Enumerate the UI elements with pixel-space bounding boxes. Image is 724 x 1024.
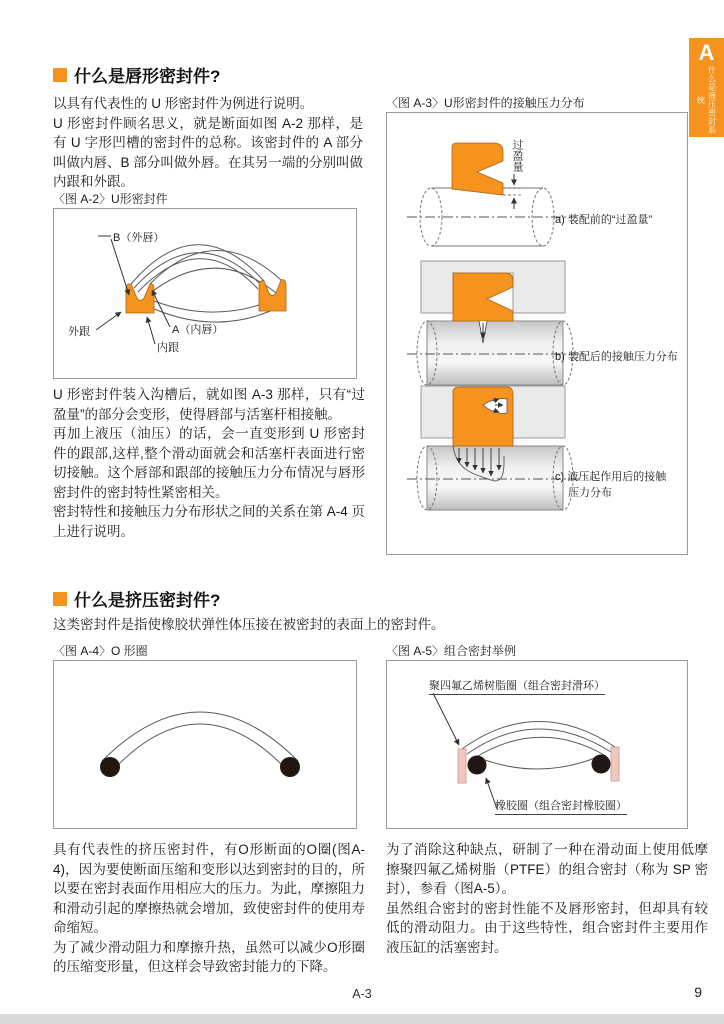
section2-intro — [53, 615, 703, 635]
fig-a2-label-inner-lip: A（内唇） — [172, 324, 224, 336]
paragraph: 以具有代表性的 U 形密封件为例进行说明。 — [53, 96, 314, 111]
fig-a3-label-c-line2: 压力分布 — [568, 487, 612, 499]
fig-a3-label-a: a) 装配前的“过盈量” — [555, 214, 653, 226]
section1-title: 什么是唇形密封件? — [74, 67, 221, 86]
right-cross-section — [259, 280, 286, 311]
subfig-c — [407, 386, 579, 510]
rubber-ring-section-left — [468, 756, 487, 775]
section2-heading — [53, 586, 220, 611]
paragraph: 密封特性和接触压力分布形状之间的关系在第 A-4 页上进行说明。 — [53, 504, 366, 539]
section2-right-column — [386, 840, 708, 957]
paragraph: 虽然组合密封的密封性能不及唇形密封，但却具有较低的滑动阻力。由于这些特性，组合密封件主要用作液压缸的活塞密封。 — [386, 900, 708, 955]
paragraph: U 形密封件装入沟槽后，就如图 A-3 那样，只有“过盈量”的部分会变形，使得唇部与活塞杆相接触。 — [53, 387, 365, 422]
section1-intro — [53, 94, 363, 192]
section-bullet-icon — [53, 592, 67, 606]
paragraph: U 形密封件顾名思义，就是断面如图 A-2 那样，是有 U 字形凹槽的密封件的总称。该密封件的 A 部分叫做内唇、B 部分叫做外唇。在其另一端的分别叫做内跟和外跟。 — [53, 115, 363, 189]
paragraph: 为了消除这种缺点，研制了一种在滑动面上使用低摩擦聚四氟乙烯树脂（PTFE）的组合密封（称为 SP 密封），参看（图A-5）。 — [386, 842, 708, 896]
o-ring-section-left — [100, 757, 120, 777]
u-seal-3d-drawing — [54, 209, 356, 378]
paragraph: 再加上液压（油压）的话，会一直变形到 U 形密封件的跟部,这样,整个滑动面就会和活塞杆表面进行密切接触。这个唇部和跟部的接触压力分布情况与唇形密封件的密封特性紧密相关。 — [53, 426, 365, 500]
section1-body — [53, 385, 365, 541]
figure-a2 — [53, 208, 357, 379]
ptfe-ring-section-right — [611, 747, 619, 781]
fig-a2-label-outer-heel: 外跟 — [68, 326, 90, 338]
ptfe-ring-section-left — [458, 749, 466, 783]
footer-section-code: A-3 — [352, 987, 372, 1001]
rubber-ring-section-right — [592, 755, 611, 774]
section2-title: 什么是挤压密封件? — [74, 591, 221, 610]
fig-a2-label-inner-heel: 内跟 — [157, 342, 179, 354]
fig-a3-interference-label: 过盈量 — [511, 139, 523, 172]
subfig-a — [407, 143, 577, 246]
fig-a3-label-b: b) 装配后的接触压力分布 — [555, 351, 678, 363]
bottom-edge-bar — [0, 1014, 724, 1024]
section2-left-column — [53, 840, 365, 977]
fig-a2-label-outer-lip: B（外唇） — [113, 232, 165, 244]
figure-a5 — [386, 660, 688, 829]
chapter-letter: A — [698, 40, 715, 65]
o-ring-section-right — [280, 757, 300, 777]
subfig-b — [407, 261, 579, 385]
paragraph: 这类密封件是指使橡胶状弹性体压接在被密封的表面上的密封件。 — [53, 617, 445, 632]
left-cross-section — [126, 284, 154, 313]
fig-a4-caption: 〈图 A-4〉O 形圈 — [53, 644, 148, 658]
chapter-tab — [689, 38, 724, 137]
fig-a3-label-c-line1: c) 液压起作用后的接触 — [555, 471, 667, 483]
o-ring-drawing — [54, 661, 356, 828]
paragraph: 具有代表性的挤压密封件，有O形断面的O圈(图A-4)，因为要使断面压缩和变形以达到密封的目的，所以要在密封表面作用相应大的压力。为此，摩擦阻力和滑动引起的摩擦热就会增加，致使密封件的使用寿命缩短。 — [53, 842, 365, 935]
figure-a4 — [53, 660, 357, 829]
contact-pressure-drawing — [387, 113, 687, 554]
figure-a3 — [386, 112, 688, 555]
fig-a3-caption: 〈图 A-3〉U形密封件的接触压力分布 — [386, 96, 585, 110]
fig-a5-label-rubber: 橡胶圈（组合密封橡胶圈） — [495, 797, 627, 815]
fig-a2-caption: 〈图 A-2〉U形密封件 — [53, 192, 168, 206]
section-bullet-icon — [53, 68, 67, 82]
fig-a5-caption: 〈图 A-5〉组合密封举例 — [386, 644, 517, 658]
paragraph: 为了减少滑动阻力和摩擦升热，虽然可以减少O形圈的压缩变形量，但这样会导致密封能力的下降。 — [53, 939, 365, 974]
fig-a5-label-ptfe: 聚四氟乙烯树脂圈（组合密封滑环） — [429, 677, 605, 695]
section1-heading — [53, 62, 220, 87]
chapter-title-vertical: 什么是液压密封系统 — [696, 66, 717, 134]
page-number: 9 — [694, 984, 702, 1000]
